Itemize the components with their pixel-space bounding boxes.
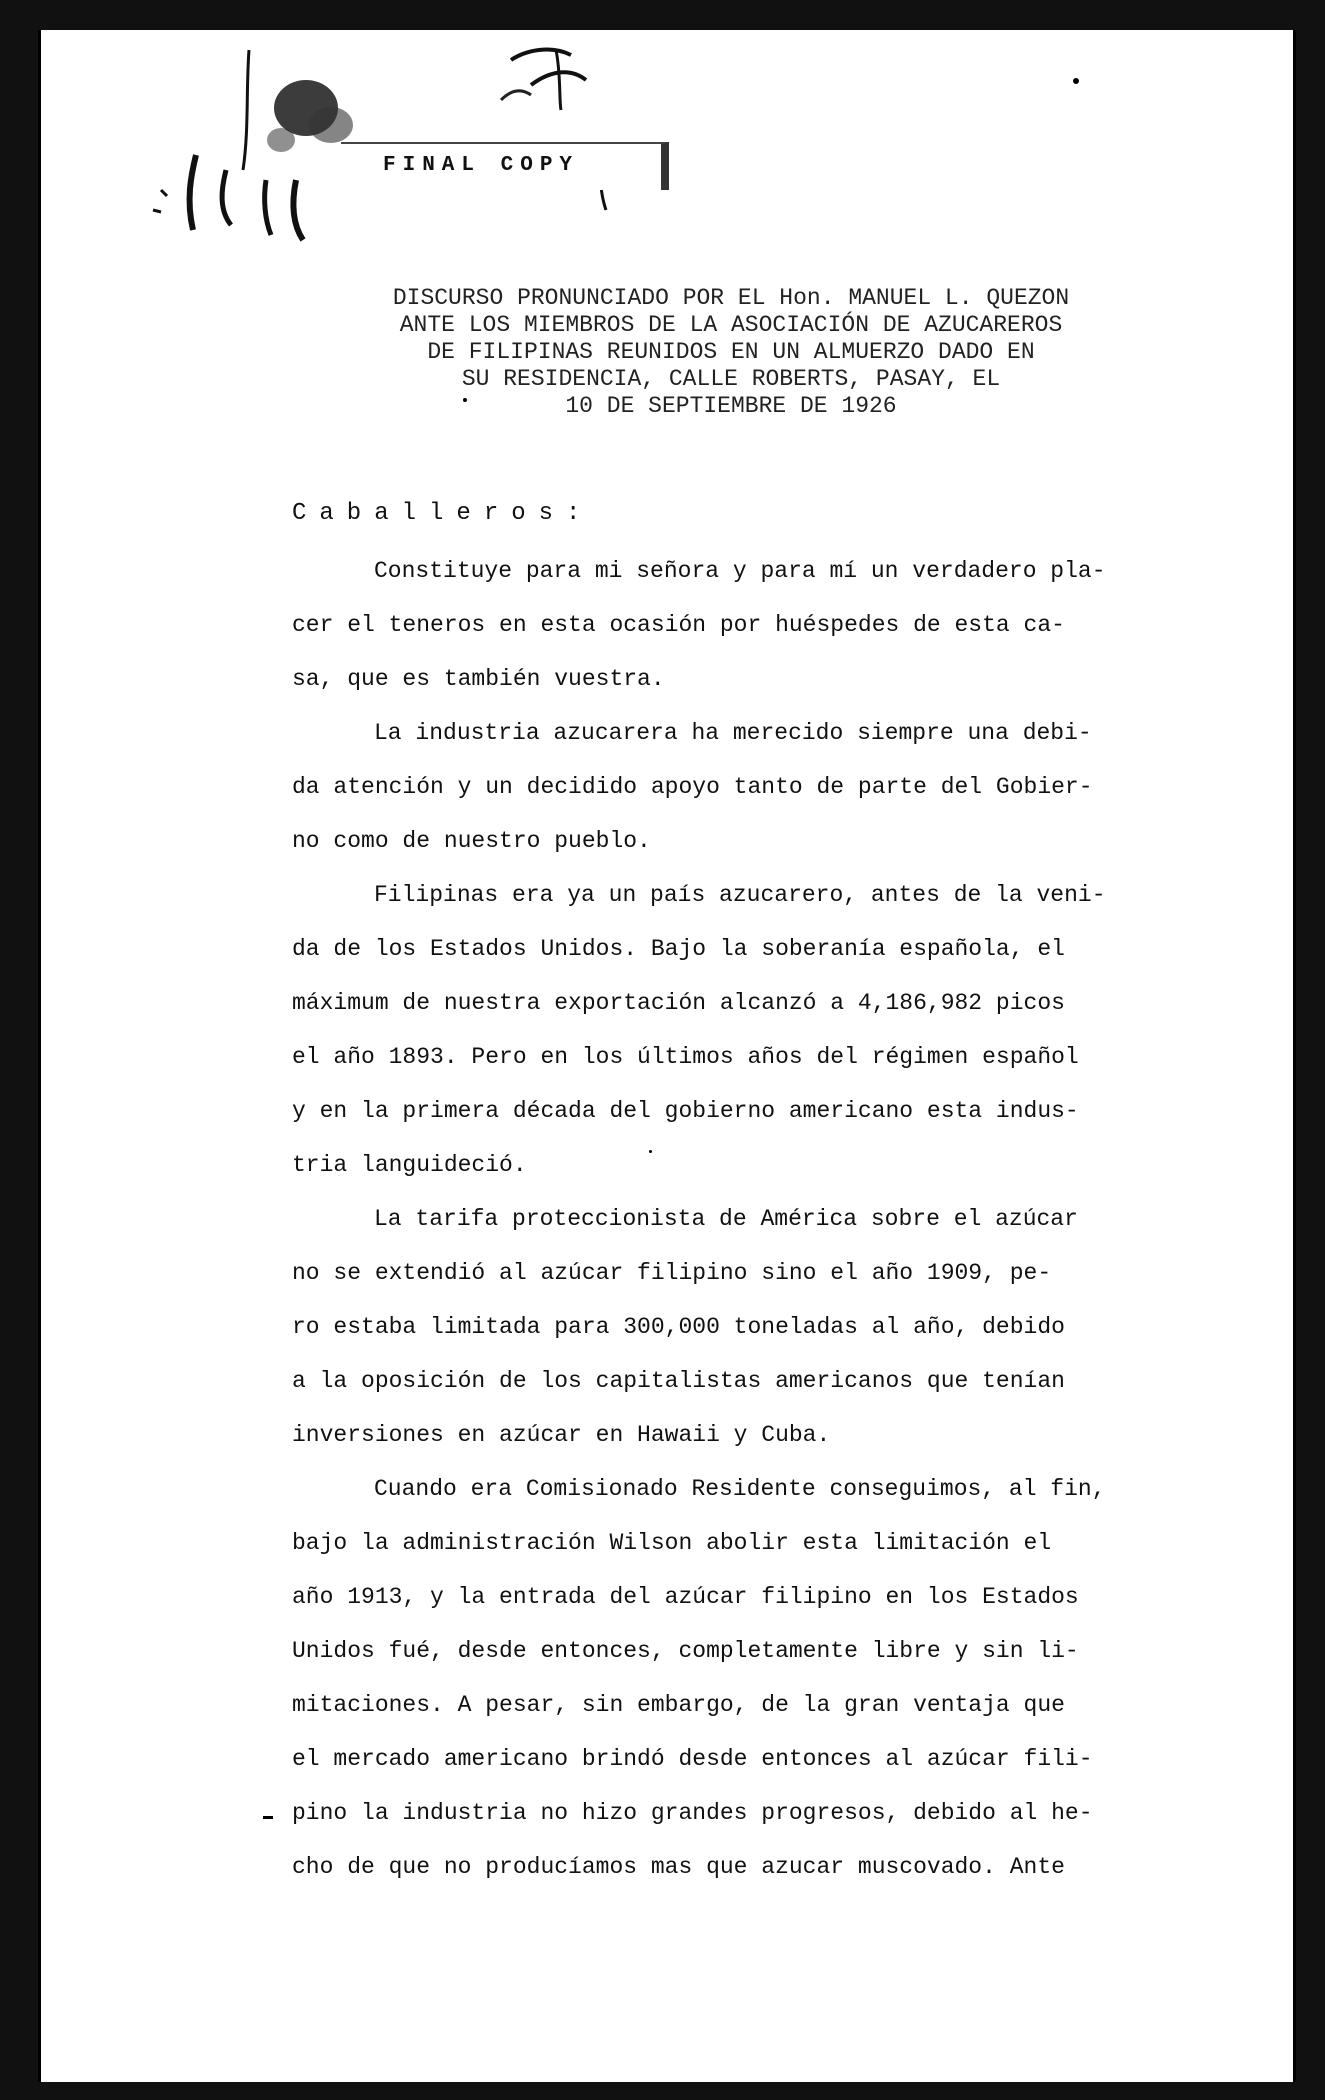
salutation: Caballeros:	[292, 500, 594, 527]
body-line: no se extendió al azúcar filipino sino el año 1909, pe-	[292, 1260, 1052, 1286]
body-line: tria languideció.	[292, 1152, 527, 1178]
body-line: sa, que es también vuestra.	[292, 666, 665, 692]
final-copy-label: FINAL COPY	[383, 154, 580, 177]
body-line: Cuando era Comisionado Residente conseguimos, al fin,	[374, 1476, 1106, 1502]
body-line: Unidos fué, desde entonces, completamente libre y sin li-	[292, 1638, 1079, 1664]
body-line: La industria azucarera ha merecido siempre una debi-	[374, 720, 1092, 746]
body-line: no como de nuestro pueblo.	[292, 828, 651, 854]
title-line: DISCURSO PRONUNCIADO POR EL Hon. MANUEL L. QUEZON	[392, 285, 1070, 311]
title-line: SU RESIDENCIA, CALLE ROBERTS, PASAY, EL	[461, 366, 1001, 392]
body-line: da de los Estados Unidos. Bajo la soberanía española, el	[292, 936, 1065, 962]
body-line: máximum de nuestra exportación alcanzó a 4,186,982 picos	[292, 990, 1065, 1016]
body-line: el año 1893. Pero en los últimos años del régimen español	[292, 1044, 1079, 1070]
stray-mark	[463, 398, 467, 402]
body-line: mitaciones. A pesar, sin embargo, de la gran ventaja que	[292, 1692, 1065, 1718]
body-line: La tarifa proteccionista de América sobre el azúcar	[374, 1206, 1078, 1232]
body-line: da atención y un decidido apoyo tanto de parte del Gobier-	[292, 774, 1093, 800]
body-line: bajo la administración Wilson abolir esta limitación el	[292, 1530, 1052, 1556]
body-line: el mercado americano brindó desde entonces al azúcar fili-	[292, 1746, 1093, 1772]
final-copy-stamp	[341, 142, 669, 190]
body-line: inversiones en azúcar en Hawaii y Cuba.	[292, 1422, 831, 1448]
title-line: 10 DE SEPTIEMBRE DE 1926	[565, 393, 897, 419]
title-line: ANTE LOS MIEMBROS DE LA ASOCIACIÓN DE AZUCAREROS	[399, 312, 1063, 338]
speech-title	[266, 285, 1196, 420]
body-line: Filipinas era ya un país azucarero, antes de la veni-	[374, 882, 1106, 908]
body-line: pino la industria no hizo grandes progresos, debido al he-	[292, 1800, 1093, 1826]
body-line: año 1913, y la entrada del azúcar filipino en los Estados	[292, 1584, 1079, 1610]
body-line: ro estaba limitada para 300,000 toneladas al año, debido	[292, 1314, 1065, 1340]
document-page	[38, 30, 1296, 2082]
speech-body	[292, 552, 1222, 1902]
body-line: cho de que no producíamos mas que azucar muscovado. Ante	[292, 1854, 1065, 1880]
body-line: a la oposición de los capitalistas americanos que tenían	[292, 1368, 1065, 1394]
body-line: y en la primera década del gobierno americano esta indus-	[292, 1098, 1079, 1124]
body-line: Constituye para mi señora y para mí un verdadero pla-	[374, 558, 1106, 584]
title-line: DE FILIPINAS REUNIDOS EN UN ALMUERZO DADO EN	[427, 339, 1035, 365]
body-line: cer el teneros en esta ocasión por huéspedes de esta ca-	[292, 612, 1065, 638]
stray-mark	[1073, 78, 1079, 84]
stray-mark	[263, 1816, 273, 1819]
stray-mark	[649, 1150, 652, 1153]
